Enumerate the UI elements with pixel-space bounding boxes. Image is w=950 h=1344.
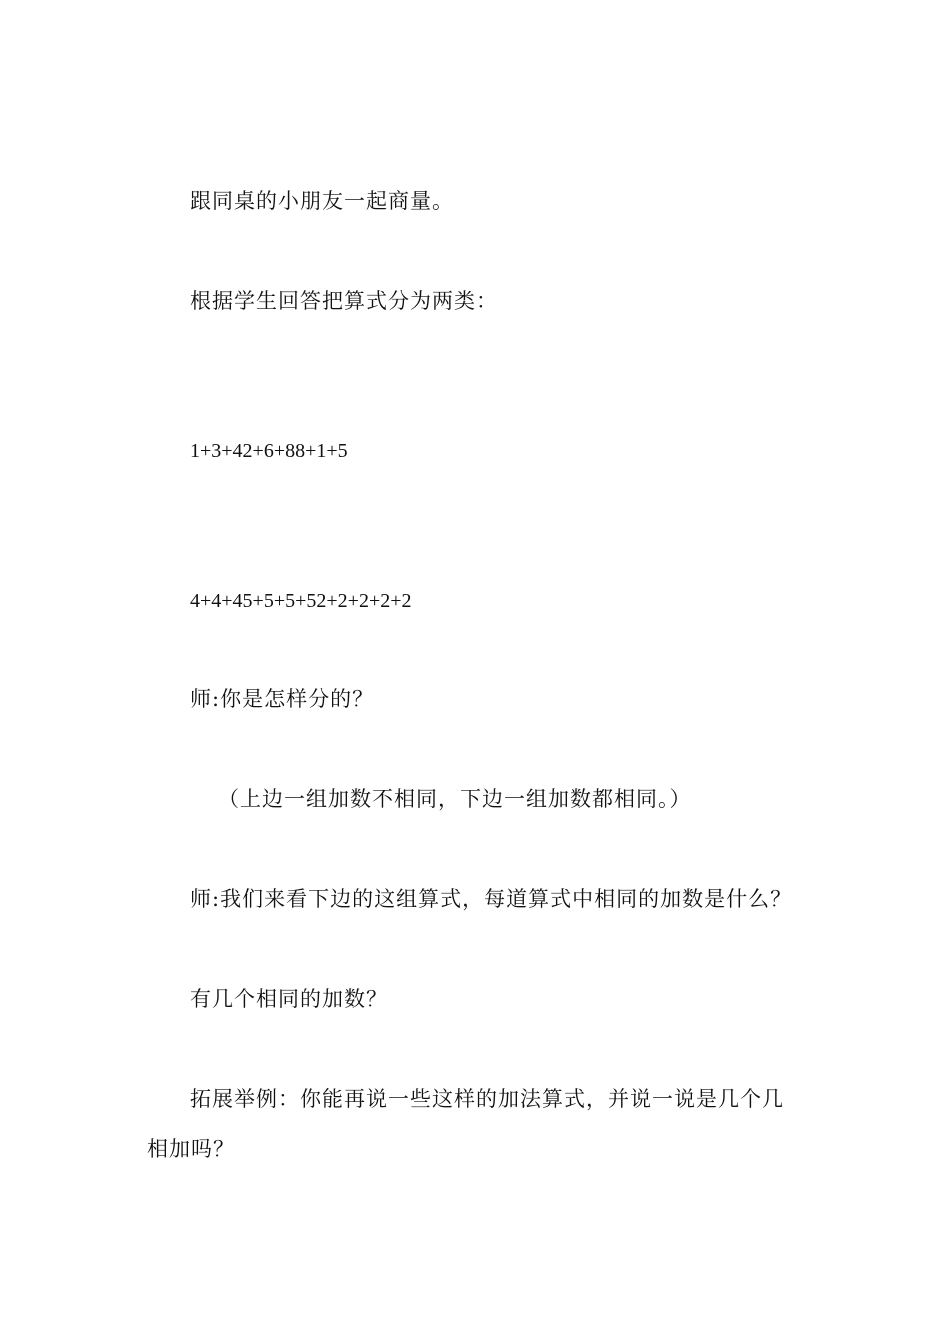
formula-group-2: 4+4+45+5+5+52+2+2+2+2 <box>190 590 412 612</box>
classify-paragraph: 根据学生回答把算式分为两类： <box>190 289 498 313</box>
teacher-question-1: 师:你是怎样分的？ <box>190 687 375 711</box>
teacher-question-2: 师:我们来看下边的这组算式，每道算式中相同的加数是什么？ <box>190 887 793 911</box>
extension-line-1: 拓展举例：你能再说一些这样的加法算式，并说一说是几个几 <box>190 1087 784 1111</box>
student-answer-1: （上边一组加数不相同，下边一组加数都相同。） <box>218 787 692 811</box>
discuss-paragraph: 跟同桌的小朋友一起商量。 <box>190 189 454 213</box>
extension-line-2: 相加吗？ <box>147 1137 235 1161</box>
formula-group-1: 1+3+42+6+88+1+5 <box>190 440 348 462</box>
count-question: 有几个相同的加数？ <box>190 987 388 1011</box>
